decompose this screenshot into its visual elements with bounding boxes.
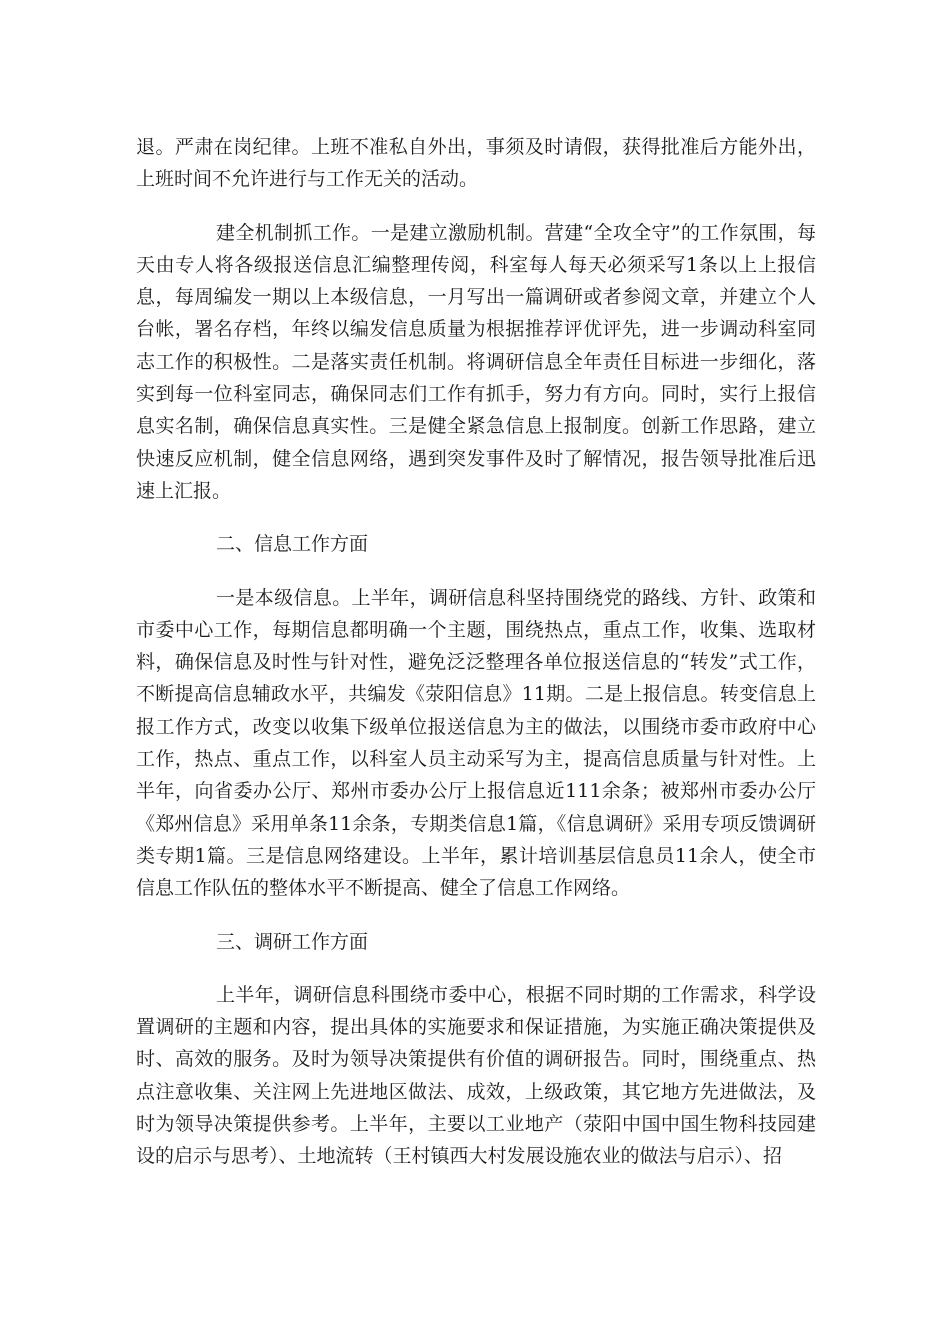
document-body xyxy=(136,131,816,1194)
paragraph-information-work: 一是本级信息。上半年，调研信息科坚持围绕党的路线、方针、政策和市委中心工作，每期信息都明确一个主题，围绕热点，重点工作，收集、选取材料，确保信息及时性与针对性，避免泛泛整理各单位报送信息的“转发”式工作，不断提高信息辅政水平，共编发《荥阳信息》11期。二是上报信息。转变信息上报工作方式，改变以收集下级单位报送信息为主的做法，以围绕市委市政府中心工作，热点、重点工作，以科室人员主动采写为主，提高信息质量与针对性。上半年，向省委办公厅、郑州市委办公厅上报信息近111余条；被郑州市委办公厅《郑州信息》采用单条11余条，专期类信息1篇，《信息调研》采用专项反馈调研类专期1篇。三是信息网络建设。上半年，累计培训基层信息员11余人，使全市信息工作队伍的整体水平不断提高、健全了信息工作网络。 xyxy=(136,586,816,900)
paragraph-continuation: 退。严肃在岗纪律。上班不准私自外出，事须及时请假，获得批准后方能外出，上班时间不允许进行与工作无关的活动。 xyxy=(136,136,816,191)
paragraph-mechanism: 建全机制抓工作。一是建立激励机制。营建“全攻全守”的工作氛围，每天由专人将各级报送信息汇编整理传阅，科室每人每天必须采写1条以上上报信息，每周编发一期以上本级信息，一月写出一篇调研或者参阅文章，并建立个人台帐，署名存档，年终以编发信息质量为根据推荐评优评先，进一步调动科室同志工作的积极性。二是落实责任机制。将调研信息全年责任目标进一步细化，落实到每一位科室同志，确保同志们工作有抓手，努力有方向。同时，实行上报信息实名制，确保信息真实性。三是健全紧急信息上报制度。创新工作思路，建立快速反应机制，健全信息网络，遇到突发事件及时了解情况，报告领导批准后迅速上汇报。 xyxy=(136,221,816,502)
section-heading-research-work: 三、调研工作方面 xyxy=(216,930,369,953)
paragraph-research-work: 上半年，调研信息科围绕市委中心，根据不同时期的工作需求，科学设置调研的主题和内容，提出具体的实施要求和保证措施，为实施正确决策提供及时、高效的服务。及时为领导决策提供有价值的调研报告。同时，围绕重点、热点注意收集、关注网上先进地区做法、成效，上级政策，其它地方先进做法，及时为领导决策提供参考。上半年，主要以工业地产（荥阳中国中国生物科技园建设的启示与思考）、土地流转（王村镇西大村发展设施农业的做法与启示）、招 xyxy=(136,983,816,1168)
section-heading-information-work: 二、信息工作方面 xyxy=(216,533,369,556)
